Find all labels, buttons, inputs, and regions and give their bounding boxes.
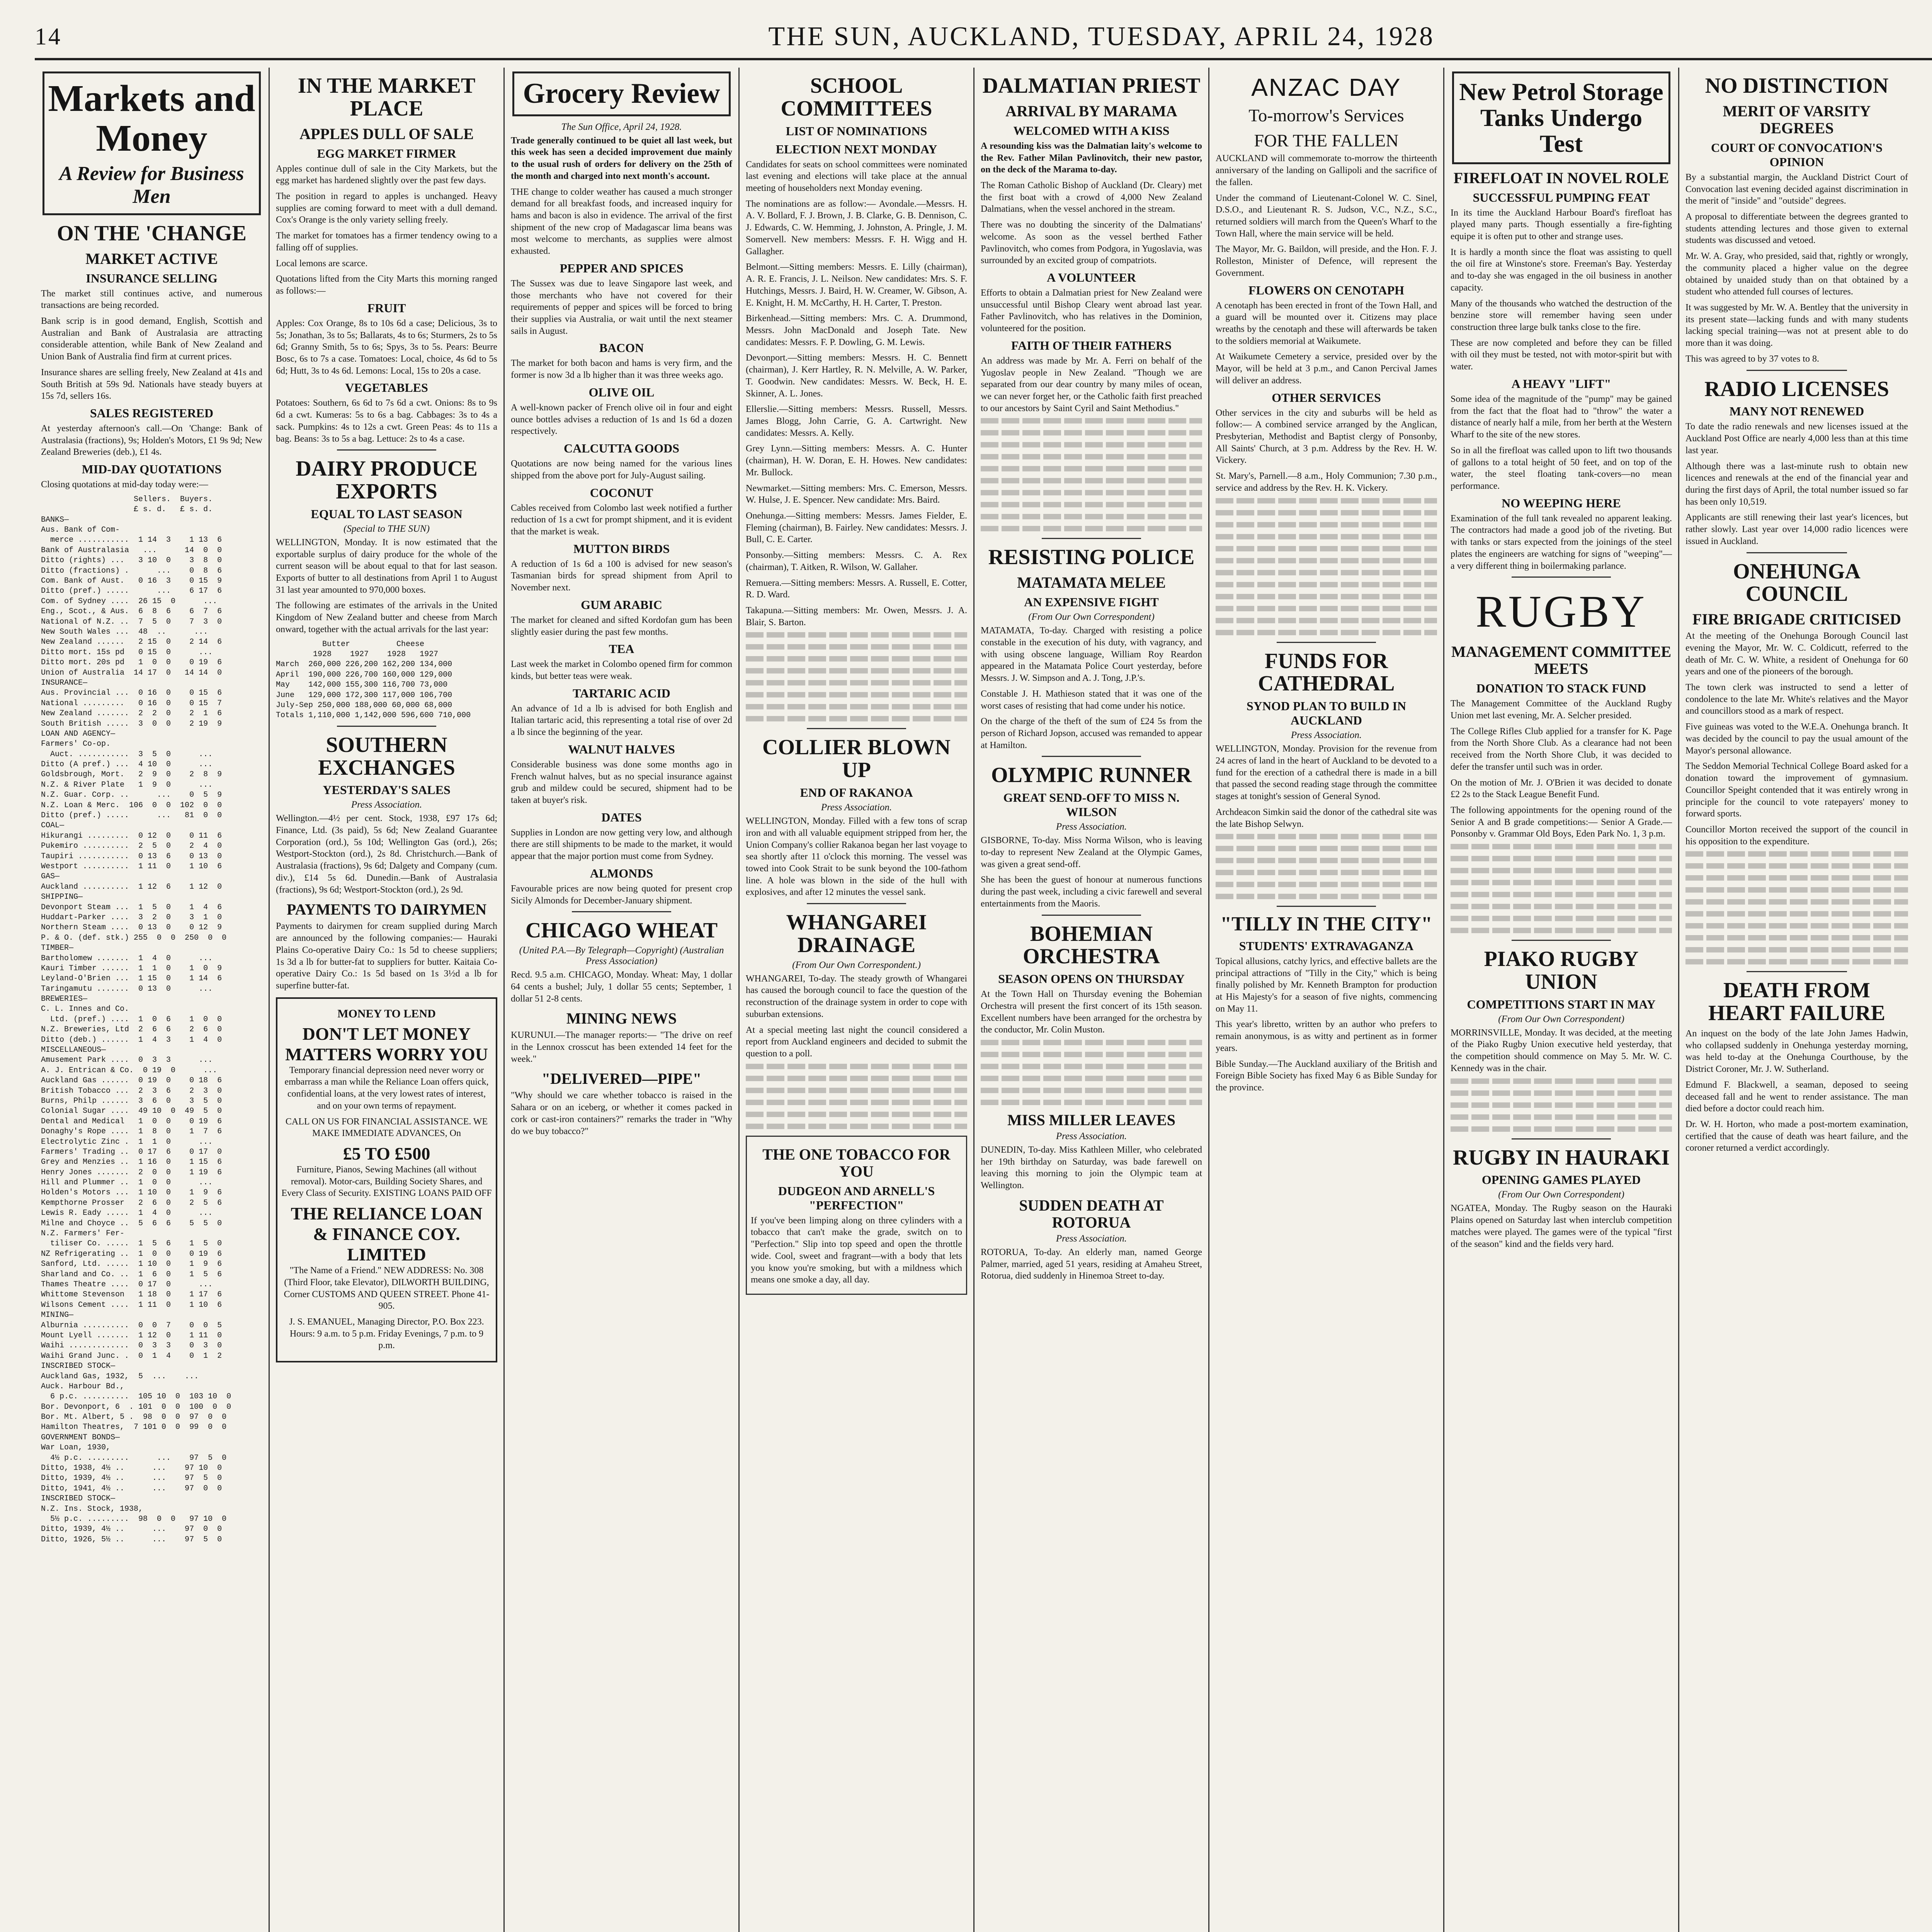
rugby-para-4: The following appointments for the opening round of the Senior A and B grade competitions:— Senior A Grade.—Ponsonby v. Grammar Old Boys, Eden Park No. 1, 3 p.m.: [1451, 805, 1672, 839]
payments-heading: PAYMENTS TO DAIRYMEN: [286, 901, 487, 918]
piako-byline: (From Our Own Correspondent): [1498, 1014, 1624, 1024]
ad-company: THE RELIANCE LOAN & FINANCE COY. LIMITED: [291, 1204, 483, 1265]
opening-games-heading: OPENING GAMES PLAYED: [1481, 1173, 1641, 1187]
perfection-heading: DUDGEON AND ARNELL'S "PERFECTION": [778, 1184, 935, 1212]
vegetables-heading: VEGETABLES: [345, 381, 428, 395]
ad-head: MONEY TO LEND: [337, 1007, 436, 1020]
collier-heading: COLLIER BLOWN UP: [762, 735, 951, 782]
whangarei-para-2: At a special meeting last night the council considered a report from Auckland engineers and decided to submit the question to a poll.: [746, 1025, 967, 1059]
dalmatian-para-4: An address was made by Mr. A. Ferri on behalf of the Yugoslav people in New Zealand. "Though we are separated from our dear country by many miles of ocean, we can never forget her, or the Catholic faith first preached to our ancestors by Saint Cyril and Saint Methodius.": [981, 355, 1202, 413]
vegetables-text: Potatoes: Southern, 6s 6d to 7s 6d a cwt. Onions: 8s to 9s 6d a cwt. Kumeras: 5s to 6s a bag. Cabbages: 3s to 4s a sack. Pumpkins: 4s to 12s a cwt. Green Peas: 4s to 11s a bag. Beans: 3s to 5s a bag. Lettuce: 2s to 4s a case.: [276, 398, 497, 444]
school-para-8: Newmarket.—Sitting members: Mrs. C. Emerson, Messrs. W. Hulse, J. E. Spencer. New candidate: Mrs. Baird.: [746, 483, 967, 505]
column-anzac: [1209, 68, 1444, 1932]
market-place-heading: IN THE MARKET PLACE: [298, 74, 476, 121]
market-para-3: Insurance shares are selling freely, New Zealand at 41s and South British at 59s 9d. Nationals have steady buyers at 15s 7d, sellers 16s.: [41, 367, 262, 401]
gum-arabic-heading: GUM ARABIC: [581, 597, 662, 612]
divider: [1042, 756, 1141, 757]
market-active-heading: MARKET ACTIVE: [85, 250, 218, 267]
text-filler: [1451, 1078, 1672, 1132]
no-weeping-heading: NO WEEPING HERE: [1502, 496, 1621, 510]
school-para-11: Remuera.—Sitting members: Messrs. A. Russell, E. Cotter, R. D. Ward.: [746, 578, 967, 600]
rugby-para-2: The College Rifles Club applied for a transfer for K. Page from the North Shore Club. As a clearance had not been received from the North Shore Club, it was decided to defer the transfer until such was in order.: [1451, 726, 1672, 772]
divider: [337, 726, 437, 727]
services-heading: To-morrow's Services: [1248, 105, 1404, 126]
marama-heading: ARRIVAL BY MARAMA: [1005, 102, 1177, 120]
calcutta-heading: CALCUTTA GOODS: [563, 441, 679, 456]
column-dalmatian: [975, 68, 1209, 1932]
text-filler: [1216, 834, 1437, 899]
masthead: [35, 15, 1932, 60]
chicago-byline: (United P.A.—By Telegraph—Copyright) (Australian Press Association): [519, 945, 724, 967]
grocery-para-10: An advance of 1d a lb is advised for both English and Italian tartaric acid, this representing a total rise of over 2d a lb since the beginning of the year.: [511, 703, 732, 738]
petrol-para-7: Examination of the full tank revealed no apparent leaking. The contractors had made a good job of the riveting. But with tanks or stars expected from the joinings of the steel plates the engineers are watching for signs of "weeping"—a very different thing in boilermaking parlance.: [1451, 513, 1672, 571]
nominations-heading: LIST OF NOMINATIONS: [786, 124, 927, 138]
olive-oil-heading: OLIVE OIL: [588, 385, 655, 399]
onehunga-para-2: The town clerk was instructed to send a letter of condolence to the late Mr. White's relatives and the Mayor and councillors stood as a mark of respect.: [1685, 682, 1908, 716]
miller-heading: MISS MILLER LEAVES: [1007, 1111, 1175, 1129]
faith-heading: FAITH OF THEIR FATHERS: [1011, 338, 1172, 352]
onehunga-heading: ONEHUNGA COUNCIL: [1733, 559, 1861, 606]
school-para-6: Ellerslie.—Sitting members: Messrs. Russell, Messrs. James Blogg, John Carrie, G. A. Cartwright. New candidates: Messrs. A. Kelly.: [746, 404, 967, 438]
petrol-para-3: Many of the thousands who watched the destruction of the benzine store will remember having seen under construction three large bulk tanks close to the fire.: [1451, 298, 1672, 333]
police-para-3: On the charge of the theft of the sum of £24 5s from the person of Richard Jopson, accused was remanded to appear at Hamilton.: [981, 716, 1202, 750]
grocery-banner: [512, 71, 731, 116]
text-filler: [746, 632, 967, 721]
ad-title: DON'T LET MONEY MATTERS WORRY YOU: [285, 1024, 488, 1064]
anzac-para-2: Under the command of Lieutenant-Colonel W. C. Sinel, D.S.O., and Lieutenant R. S. Judson, V.C., N.Z., S.C., returned soldiers will march from the Queen's Wharf to the Town Hall, where the main service will be held.: [1216, 193, 1437, 239]
heavy-lift-heading: A HEAVY "LIFT": [1511, 376, 1611, 391]
extravaganza-heading: STUDENTS' EXTRAVAGANZA: [1239, 939, 1414, 953]
firefloat-heading: FIREFLOAT IN NOVEL ROLE: [1453, 169, 1669, 187]
text-filler: [1216, 498, 1437, 635]
season-heading: SEASON OPENS ON THURSDAY: [998, 972, 1185, 986]
anzac-para-1: AUCKLAND will commemorate to-morrow the thirteenth anniversary of the landing on Gallipoli and the sacrifice of the fallen.: [1216, 153, 1437, 187]
grocery-para-9: Last week the market in Colombo opened firm for common kinds, but better teas were weak.: [511, 659, 732, 681]
divider: [1747, 552, 1847, 553]
dairy-subheading: EQUAL TO LAST SEASON: [311, 507, 463, 521]
matamata-heading: MATAMATA MELEE: [1017, 574, 1166, 592]
market-para-1: The market still continues active, and numerous transactions are being recorded.: [41, 288, 262, 311]
anzac-heading: ANZAC DAY: [1251, 73, 1401, 101]
rakanoa-heading: END OF RAKANOA: [800, 786, 913, 800]
fallen-heading: FOR THE FALLEN: [1254, 130, 1399, 150]
petrol-title: New Petrol Storage Tanks Undergo Test: [1459, 78, 1663, 158]
degrees-heading: MERIT OF VARSITY DEGREES: [1723, 102, 1871, 137]
wilson-heading: GREAT SEND-OFF TO MISS N. WILSON: [1003, 791, 1180, 819]
market-para-4: At yesterday afternoon's call.—On 'Change: Bank of Australasia (fractions), 9s; Holden's Motors, £1 9s 9d; New Zealand Breweries (deb.), £1 4s.: [41, 423, 262, 457]
cathedral-para-2: Archdeacon Simkin said the donor of the cathedral site was the late Bishop Selwyn.: [1216, 807, 1437, 829]
column-school: [740, 68, 975, 1932]
grocery-byline: The Sun Office, April 24, 1928.: [561, 121, 682, 132]
delivered-pipe-heading: "DELIVERED—PIPE": [541, 1070, 702, 1088]
bohemian-para: At the Town Hall on Thursday evening the Bohemian Orchestra will present the first concert of its 15th season. Excellent numbers have been arranged for the orchestra by the conductor, Mr. Colin Muston.: [981, 989, 1202, 1035]
grocery-para-2: The Sussex was due to leave Singapore last week, and those merchants who have not covered for their requirements of pepper and spices will be forced to bring their supplies via Australia, or wait until the next steamer sails in August.: [511, 278, 732, 336]
southern-exchanges-heading: SOUTHERN EXCHANGES: [318, 733, 455, 780]
anzac-para-7: St. Mary's, Parnell.—8 a.m., Holy Communion; 7.30 p.m., service and address by the Rev. H. K. Vickery.: [1216, 471, 1437, 493]
divider: [1512, 577, 1611, 578]
grocery-para-6: Cables received from Colombo last week notified a further reduction of 1s a cwt for prompt shipment, and it is evident that the market is weak.: [511, 503, 732, 537]
divider: [1042, 915, 1141, 916]
dalmatian-para-2: There was no doubting the sincerity of the Dalmatians' welcome. As soon as the vessel berthed Father Pavlinovitch, who comes from Podgora, in Yugoslavia, was surrounded by an excited group of compatriots.: [981, 220, 1202, 266]
coconut-heading: COCONUT: [590, 485, 653, 500]
market-para-5: Closing quotations at mid-day today were:—: [41, 480, 208, 490]
miller-byline: Press Association.: [1056, 1131, 1127, 1142]
distinction-para-5: This was agreed to by 37 votes to 8.: [1685, 354, 1819, 364]
divider: [1277, 642, 1376, 643]
egg-heading: EGG MARKET FIRMER: [317, 146, 456, 160]
grocery-para-1: THE change to colder weather has caused a much stronger demand for all breakfast foods, and increased inquiry for hams and bacon is also in evidence. The arrival of the first shipment of the new crop of Madagascar lima beans was most welcome to merchants, as supplies were almost exhausted.: [511, 187, 732, 257]
school-para-4: Birkenhead.—Sitting members: Mrs. C. A. Drummond, Messrs. John MacDonald and Joseph Tate. New candidates: Messrs. F. P. Dowling, G. M. Lewis.: [746, 313, 967, 347]
dairy-para-1: WELLINGTON, Monday. It is now estimated that the exportable surplus of dairy produce for the whole of the current season will be about equal to that for last season. Exports of butter to all destinations from April 1 to August 31 last year amounted to 970,000 boxes.: [276, 537, 497, 595]
page-number: 14: [35, 23, 62, 50]
onehunga-para-4: The Seddon Memorial Technical College Board asked for a donation toward the improvement of gymnasium. Councillor Speight contended that it was entirely wrong in principle for the council to vote ratepayers' money to forward sports.: [1685, 761, 1908, 819]
mining-news-heading: MINING NEWS: [566, 1010, 677, 1027]
fruit-heading: FRUIT: [367, 301, 406, 315]
heart-failure-heading: DEATH FROM HEART FAILURE: [1708, 978, 1886, 1026]
rotorua-heading: SUDDEN DEATH AT ROTORUA: [1019, 1196, 1164, 1231]
walnut-heading: WALNUT HALVES: [568, 742, 675, 756]
bacon-heading: BACON: [599, 341, 644, 355]
miller-para: DUNEDIN, To-day. Miss Kathleen Miller, who celebrated her 19th birthday on Saturday, was bade farewell on leaving this morning to join the Olympic team at Wellington.: [981, 1145, 1202, 1191]
quotations-table-head: Sellers. Buyers. £ s. d. £ s. d.: [134, 495, 213, 514]
cenotaph-heading: FLOWERS ON CENOTAPH: [1248, 283, 1404, 297]
management-heading: MANAGEMENT COMMITTEE MEETS: [1451, 643, 1672, 678]
petrol-banner: [1452, 71, 1670, 164]
tobacco-heading: THE ONE TOBACCO FOR YOU: [762, 1145, 951, 1180]
apples-heading: APPLES DULL OF SALE: [299, 125, 474, 143]
dairy-heading: DAIRY PRODUCE EXPORTS: [296, 457, 478, 504]
fire-brigade-heading: FIRE BRIGADE CRITICISED: [1692, 611, 1901, 628]
convocation-heading: COURT OF CONVOCATION'S OPINION: [1711, 140, 1883, 169]
rugby-para-1: The Management Committee of the Auckland Rugby Union met last evening, Mr. A. Selcher presided.: [1451, 699, 1672, 721]
radio-para-2: Although there was a last-minute rush to obtain new licences and renewals at the end of the financial year and during the first days of April, the total number issued so far has been only 10,519.: [1685, 461, 1908, 507]
cathedral-heading: FUNDS FOR CATHEDRAL: [1258, 649, 1395, 696]
distinction-heading: NO DISTINCTION: [1705, 74, 1889, 98]
school-heading: SCHOOL COMMITTEES: [781, 74, 932, 121]
radio-para-1: To date the radio renewals and new licenses issued at the Auckland Post Office are nearly 4,000 less than at this time last year.: [1685, 422, 1908, 456]
cathedral-byline: Press Association.: [1291, 730, 1362, 741]
school-para-1: Candidates for seats on school committees were nominated last evening and elections will take place at the annual meeting of householders next Monday evening.: [746, 159, 967, 194]
distinction-para-4: It was suggested by Mr. W. A. Bentley that the university in its present state—lacking funds and with many students lacking special training—was not at present able to do more than it was doing.: [1685, 302, 1908, 349]
grocery-para-4: A well-known packer of French olive oil in four and eight ounce bottles advises a reduction of 1s and 1s 6d a dozen respectively.: [511, 402, 732, 437]
stack-fund-heading: DONATION TO STACK FUND: [1476, 681, 1646, 696]
whangarei-heading: WHANGAREI DRAINAGE: [786, 910, 927, 957]
mining-para: KURUNUI.—The manager reports:— "The drive on reef in the Lennox crosscut has been extended 14 feet for the week.": [511, 1030, 732, 1064]
ad-para-2: CALL ON US FOR FINANCIAL ASSISTANCE. WE MAKE IMMEDIATE ADVANCES, On: [285, 1116, 488, 1139]
mutton-birds-heading: MUTTON BIRDS: [573, 541, 670, 556]
divider: [337, 449, 437, 451]
column-market-place: [270, 68, 505, 1932]
midday-heading: MID-DAY QUOTATIONS: [82, 462, 222, 476]
grocery-para-5: Quotations are now being named for the various lines shipped from the above port for July-August sailing.: [511, 459, 732, 481]
distinction-para-1: By a substantial margin, the Auckland District Court of Convocation last evening decided against discrimination in the merit of "inside" and "outside" degrees.: [1685, 172, 1908, 206]
divider: [572, 911, 672, 912]
synod-heading: SYNOD PLAN TO BUILD IN AUCKLAND: [1246, 699, 1406, 728]
market-place-para-4: Quotations lifted from the City Marts this morning ranged as follows:—: [276, 274, 497, 296]
bible-sunday-para: Bible Sunday.—The Auckland auxiliary of the British and Foreign Bible Society has fixed May 6 as Bible Sunday for the province.: [1216, 1059, 1437, 1093]
sales-registered-heading: SALES REGISTERED: [90, 406, 214, 420]
divider: [807, 903, 906, 904]
market-place-para-1: The position in regard to apples is unchanged. Heavy supplies are coming forward to meet with a dull demand. Cox's Orange is the only variety selling freely.: [276, 191, 497, 225]
grocery-para-8: The market for cleaned and sifted Kordofan gum has been slightly easier during the past few months.: [511, 615, 732, 637]
school-para-2: The nominations are as follow:— Avondale.—Messrs. H. A. V. Bollard, F. J. Brown, J. B. Clarke, G. B. Dennison, C. J. Edwards, C. W. Hemming, J. Johnston, A. Pringle, J. M. Somervell. New members: Messrs. F. H. Wigg and H. Gallagher.: [746, 199, 967, 257]
onehunga-para-3: Five guineas was voted to the W.E.A. Onehunga branch. It was decided by the council to pay the usual amount of the Mayor's personal allowance.: [1685, 722, 1908, 756]
dairy-byline: (Special to THE SUN): [344, 523, 430, 534]
hauraki-para: NGATEA, Monday. The Rugby season on the Hauraki Plains opened on Saturday last when interclub competition matches were played. The games were of the typical "first of the season" kind and the fields very hard.: [1451, 1203, 1672, 1249]
anzac-para-3: The Mayor, Mr. G. Baildon, will preside, and the Hon. F. J. Rolleston, Minister of Defence, will represent the Government.: [1216, 244, 1437, 278]
petrol-para-5: Some idea of the magnitude of the "pump" may be gained from the fact that the float had to "throw" the water a distance of nearly half a mile, from her berth at the Western Wharf to the site of the new stores.: [1451, 394, 1672, 440]
market-place-lead: Apples continue dull of sale in the City Markets, but the egg market has hardened slightly over the past few days.: [276, 163, 497, 186]
tobacco-para: If you've been limping along on three cylinders with a tobacco that can't make the grade, switch on to "Perfection." Slip into top speed and open the throttle wide. Cool, sweet and fragrant—with a body that lets you know you're smoking, but with a mildness which means one smoke a day, all day.: [751, 1215, 962, 1285]
hauraki-byline: (From Our Own Correspondent): [1498, 1189, 1624, 1200]
school-para-10: Ponsonby.—Sitting members: Messrs. C. A. Rex (chairman), T. Aitken, R. Wilson, W. Gallaher.: [746, 550, 967, 572]
reliance-loan-ad: [276, 997, 497, 1363]
piako-para: MORRINSVILLE, Monday. It was decided, at the meeting of the Piako Rugby Union executive held yesterday, that the competition should commence on May 5. Mr. W. C. Kennedy was in the chair.: [1451, 1027, 1672, 1073]
volunteer-heading: A VOLUNTEER: [1047, 270, 1136, 284]
rotorua-para: ROTORUA, To-day. An elderly man, named George Palmer, married, aged 51 years, residing at Amaheu Street, Rotorua, died suddenly in Hinemoa Street to-day.: [981, 1247, 1202, 1281]
text-filler: [746, 1064, 967, 1129]
divider: [1512, 1138, 1611, 1139]
petrol-para-6: So in all the firefloat was called upon to lift two thousands of gallons to a total height of 50 feet, and on top of the water, the steel floating tank-covers—no mean performance.: [1451, 445, 1672, 491]
anzac-para-6: Other services in the city and suburbs will be held as follow:— A combined service arranged by the Anglican, Presbyterian, Methodist and Baptist clergy of Ponsonby, All Saints' Church, at 3 p.m. Address by the Rev. H. W. Vickery.: [1216, 408, 1437, 466]
pipe-para: "Why should we care whether tobacco is raised in the Sahara or on an iceberg, or whether it comes packed in cork or cast-iron containers?" remarks the trader in "Why do we buy tobacco?": [511, 1090, 732, 1136]
market-place-para-3: Local lemons are scarce.: [276, 258, 368, 269]
school-para-9: Onehunga.—Sitting members: Messrs. James Fielder, E. Fleming (chairman), B. Fairley. New candidates: Messrs. J. Bull, C. E. Carter.: [746, 511, 967, 545]
grocery-title: Grocery Review: [523, 78, 720, 109]
rotorua-byline: Press Association.: [1056, 1233, 1127, 1244]
onehunga-para-5: Councillor Morton received the support of the council in his opposition to the expenditure.: [1685, 824, 1908, 847]
petrol-para-2: It is hardly a month since the float was assisting to quell the oil fire at Winstone's store. Freeman's Bay. Yesterday and to-day she was engaged in the oil business in another capacity.: [1451, 247, 1672, 293]
market-para-2: Bank scrip is in good demand, English, Scottish and Australian and Bank of Australasia are attracting considerable attention, while Bank of New Zealand and Union Bank of Australia find firm at current prices.: [41, 316, 262, 362]
divider: [807, 728, 906, 729]
tobacco-ad: [746, 1136, 967, 1295]
radio-heading: RADIO LICENSES: [1704, 377, 1889, 401]
text-filler: [981, 1040, 1202, 1105]
almonds-heading: ALMONDS: [590, 866, 653, 880]
grocery-lead: Trade generally continued to be quiet all last week, but this week has seen a decided improvement due mainly to the usual rush of orders for delivery on the 25th of the month and charged into next month's account.: [511, 135, 732, 181]
heart-para-3: Dr. W. H. Horton, who made a post-mortem examination, certified that the cause of death was heart failure, and the coroner returned a verdict accordingly.: [1685, 1119, 1908, 1153]
exchanges-para: Wellington.—4½ per cent. Stock, 1938, £97 17s 6d; Finance, Ltd. (3s paid), 5s 6d; New Zealand Guarantee Corporation (ord.), 5s 10d; Wellington Gas (ord.), 26s; Westport-Stockton (ord.), 2s 8d. Christchurch.—Bank of Australasia (fractions), 9s 6d; Dalgety and Company (cum. div.), £14 5s 6d. Dunedin.—Bank of Australasia (fractions), 9s 6d; Westport-Stockton (ord.), 2s 9d.: [276, 813, 497, 895]
olympic-byline: Press Association.: [1056, 821, 1127, 832]
chicago-wheat-heading: CHICAGO WHEAT: [525, 918, 718, 943]
petrol-para-4: These are now completed and before they can be filled with oil they must be tested, not with motor-spirit but with water.: [1451, 338, 1672, 372]
police-para-2: Constable J. H. Mathieson stated that it was one of the worst cases of resisting that had come under his notice.: [981, 689, 1202, 711]
tilly-para-2: This year's libretto, written by an author who prefers to remain anonymous, is as witty and pertinent as in former years.: [1216, 1019, 1437, 1053]
grocery-para-12: Supplies in London are now getting very low, and although there are still shipments to be made to the market, it would appear that the major portion must come from Sydney.: [511, 827, 732, 862]
ad-para-3: Furniture, Pianos, Sewing Machines (all without removal). Motor-cars, Building Society Shares, and Every Class of Security. EXISTING LOANS PAID OFF: [281, 1164, 492, 1199]
dalmatian-heading: DALMATIAN PRIEST: [982, 74, 1201, 98]
anzac-para-5: At Waikumete Cemetery a service, presided over by the Mayor, will be held at 3 p.m., and Canon Percival James will deliver an address.: [1216, 352, 1437, 386]
exchanges-byline: Press Association.: [351, 799, 422, 810]
not-renewed-heading: MANY NOT RENEWED: [1729, 404, 1864, 418]
dalmatian-lead: A resounding kiss was the Dalmatian laity's welcome to the Rev. Father Milan Pavlinovitch, their new pastor, on the deck of the Marama to-day.: [981, 141, 1202, 175]
school-para-12: Takapuna.—Sitting members: Mr. Owen, Messrs. J. A. Blair, S. Barton.: [746, 605, 967, 628]
police-para-1: MATAMATA, To-day. Charged with resisting a police constable in the execution of his duty, with vagrancy, and with using obscene language, William Roy Reardon appeared in the Matamata Police Court yesterday, before Messrs. J. W. Simpson and A. J. Tong, J.P.'s.: [981, 626, 1202, 684]
petrol-para-1: In its time the Auckland Harbour Board's firefloat has played many parts. Though essentially a fire-fighting equipe it is often put to other and strange uses.: [1451, 207, 1672, 242]
distinction-para-2: A proposal to differentiate between the degrees granted to students attending lectures and those given to external students was discussed and vetoed.: [1685, 211, 1908, 246]
column-petrol-rugby: [1444, 68, 1679, 1932]
rugby-heading: RUGBY: [1475, 586, 1647, 637]
piako-heading: PIAKO RUGBY UNION: [1484, 947, 1639, 994]
column-markets: [35, 68, 270, 1932]
heart-para-2: Edmund F. Blackwell, a seaman, deposed to seeing deceased fall and he went to render assistance. The man died before a doctor could reach him.: [1685, 1080, 1908, 1114]
kiss-heading: WELCOMED WITH A KISS: [1013, 123, 1170, 138]
insurance-heading: INSURANCE SELLING: [86, 271, 218, 285]
market-place-para-2: The market for tomatoes has a firmer tendency owing to a falling off of supplies.: [276, 231, 497, 253]
tilly-heading: "TILLY IN THE CITY": [1220, 913, 1432, 935]
dalmatian-para-3: Efforts to obtain a Dalmatian priest for New Zealand were unsuccessful until Bishop Cleary went abroad last year. Father Pavlinovitch, who has relatives in the Dominion, volunteered for the position.: [981, 287, 1202, 334]
heart-para-1: An inquest on the body of the late John James Hadwin, who collapsed suddenly in Onehunga yesterday morning, was held to-day at the Onehunga Courthouse, by the District Coroner, Mr. J. W. Sutherland.: [1685, 1028, 1908, 1075]
text-filler: [1685, 851, 1908, 964]
ad-para-1: Temporary financial depression need never worry or embarrass a man while the Reliance Loan offers quick, confidential loans, at the very lowest rates of interest, and on your own terms of repayment.: [284, 1065, 489, 1111]
bohemian-heading: BOHEMIAN ORCHESTRA: [1023, 922, 1160, 969]
grocery-para-7: A reduction of 1s 6d a 100 is advised for new season's Tasmanian birds for spread shipment from April to November next.: [511, 559, 732, 593]
tilly-para-1: Topical allusions, catchy lyrics, and effective ballets are the principal attractions of "Tilly in the City," which is being finally polished by Mr. Kenneth Brampton for production at His Majesty's for a season of five nights, commencing on May 11.: [1216, 956, 1437, 1014]
whangarei-para-1: WHANGAREI, To-day. The steady growth of Whangarei has caused the borough council to face the question of the reconstruction of the drainage system in order to cope with suburban extensions.: [746, 973, 967, 1019]
text-filler: [1451, 844, 1672, 933]
expensive-fight-heading: AN EXPENSIVE FIGHT: [1024, 595, 1159, 609]
dairy-para-2: The following are estimates of the arrivals in the United Kingdom of New Zealand butter and cheese from March onward, together with the actual arrivals for the last year:: [276, 600, 497, 634]
cathedral-para-1: WELLINGTON, Monday. Provision for the revenue from 24 acres of land in the heart of Auckland to be devoted to a fund for the erection of a cathedral there is made in a bill that passed the second reading stage through the committee stages at tonight's session of General Synod.: [1216, 744, 1437, 802]
tea-heading: TEA: [609, 642, 634, 656]
dalmatian-para-1: The Roman Catholic Bishop of Auckland (Dr. Cleary) met the first boat with a crowd of 4,000 New Zealand Dalmatians, when the vessel anchored in the stream.: [981, 180, 1202, 214]
whangarei-byline: (From Our Own Correspondent.): [792, 959, 921, 970]
anzac-para-4: A cenotaph has been erected in front of the Town Hall, and a guard will be mounted over it. Citizens may place wreaths by the cenotaph and these will afterwards be taken to the soldiers memorial at Waikumete.: [1216, 300, 1437, 346]
divider: [1512, 940, 1611, 941]
text-filler: [981, 418, 1202, 531]
competitions-heading: COMPETITIONS START IN MAY: [1467, 997, 1656, 1011]
radio-para-3: Applicants are still renewing their last year's licences, but rather slowly. Last year over 14,000 radio licences were issued in Auckland.: [1685, 512, 1908, 546]
dates-heading: DATES: [601, 810, 642, 824]
school-para-3: Belmont.—Sitting members: Messrs. E. Lilly (chairman), A. R. E. Francis, J. L. Neilson. New candidates: Mrs. S. F. Hutchings, Messrs. J. Baird, H. W. Creamer, W. Gibson, A. E. Knight, H. M. McCarthy, H. H. Carter, T. Preston.: [746, 262, 967, 308]
onehunga-para-1: At the meeting of the Onehunga Borough Council last evening the Mayor, Mr. W. C. Coldicutt, referred to the death of Mr. C. W. White, a resident of Onehunga for 60 years and one of the pioneers of the borough.: [1685, 631, 1908, 677]
collier-para: WELLINGTON, Monday. Filled with a few tons of scrap iron and with all valuable equipment stripped from her, the Union Company's collier Rakanoa began her last voyage to sea shortly after 11 o'clock this morning. The vessel was towed into Cook Strait to be sunk beyond the 100-fathom line. A hole was blown in the side of the hull with explosives, and after 12 minutes the vessel sank.: [746, 816, 967, 898]
divider: [1747, 370, 1847, 371]
olympic-para-2: She has been the guest of honour at numerous functions during the past week, including a civic farewell and several entertainments from the Maoris.: [981, 875, 1202, 909]
payments-para: Payments to dairymen for cream supplied during March are announced by the following companies:— Hauraki Plains Co-operative Dairy Co.: 1s 5d to cheese suppliers; 1s 3d a lb for butter-fat to suppliers for butter. Kaitaia Co-operative Dairy Co.: 1s 5d based on 1s 3½d a lb for superfine butter-fat.: [276, 921, 497, 991]
pepper-heading: PEPPER AND SPICES: [560, 261, 684, 275]
columns: [35, 68, 1932, 1932]
change-heading: ON THE 'CHANGE: [57, 221, 247, 245]
school-para-7: Grey Lynn.—Sitting members: Messrs. A. C. Hunter (chairman), H. W. Doran, E. H. Howes. New candidates: Mr. Bullock.: [746, 444, 967, 478]
ad-amount: £5 TO £500: [343, 1143, 430, 1163]
fruit-text: Apples: Cox Orange, 8s to 10s 6d a case; Delicious, 3s to 5s; Jonathan, 3s to 5s; Ballarats, 4s to 6s; Sturmers, 2s to 5s 6d; Granny Smith, 5s to 6s; Spys, 3s to 5s. Pears: Beurre Bosc, 6s to 7s a case. Tomatoes: Local, choice, 4s 6d to 5s 6d; Hutt, 3s to 4s 6d. Lemons: Local, 15s to 20s a case.: [276, 318, 497, 376]
markets-title: Markets and Money: [48, 78, 255, 159]
divider: [1747, 971, 1847, 972]
olympic-para-1: GISBORNE, To-day. Miss Norma Wilson, who is leaving to-day to represent New Zealand at the Olympic Games, was given a great send-off.: [981, 835, 1202, 869]
column-grocery: [505, 68, 740, 1932]
other-services-heading: OTHER SERVICES: [1272, 390, 1381, 405]
rugby-para-3: On the motion of Mr. J. O'Brien it was decided to donate £2 2s to the Stack League Benefit Fund.: [1451, 777, 1672, 800]
collier-byline: Press Association.: [821, 802, 892, 813]
election-heading: ELECTION NEXT MONDAY: [776, 142, 937, 156]
grocery-para-11: Considerable business was done some months ago in French walnut halves, but as no special insurance against grub and mildew could be secured, shipment had to be taken at buyer's risk.: [511, 759, 732, 805]
dairy-table: Butter Cheese 1928 1927 1928 1927 March 260,000 226,200 162,200 134,000 April 190,000 226,700 160,000 129,000 May 142,000 155,300 116,700 73,000 June 129,000 172,300 117,000 106,700 July-Sep 250,000 188,000 60,000 68,000 Totals 1,110,000 1,142,000 596,600 710,000: [276, 639, 471, 720]
pumping-heading: SUCCESSFUL PUMPING FEAT: [1473, 190, 1650, 204]
distinction-para-3: Mr. W. A. Gray, who presided, said that, rightly or wrongly, the community placed a higher value on the degree obtained by unaided study than on that obtained by a student who attended full courses of lectures.: [1685, 251, 1908, 297]
column-distinction: [1679, 68, 1914, 1932]
hauraki-heading: RUGBY IN HAURAKI: [1452, 1145, 1670, 1170]
ad-para-5: J. S. EMANUEL, Managing Director, P.O. Box 223. Hours: 9 a.m. to 5 p.m. Friday Evenings, 7 p.m. to 9 p.m.: [289, 1317, 484, 1351]
ad-para-4: "The Name of a Friend." NEW ADDRESS: No. 308 (Third Floor, take Elevator), DILWORTH BUILDING, Corner CUSTOMS AND QUEEN STREET. Phone 41-905.: [284, 1265, 490, 1311]
grocery-para-13: Favourable prices are now being quoted for present crop Sicily Almonds for December-January shipment.: [511, 883, 732, 906]
divider: [1042, 538, 1141, 539]
chicago-para: Recd. 9.5 a.m. CHICAGO, Monday. Wheat: May, 1 dollar 64 cents a bushel; July, 1 dollar 55 cents; September, 1 dollar 51 2-8 cents.: [511, 970, 732, 1004]
yesterdays-sales-heading: YESTERDAY'S SALES: [323, 783, 451, 797]
divider: [1277, 906, 1376, 907]
quotations-table: BANKS— Aus. Bank of Com- merce ........... 1 14 3 1 13 6 Bank of Australasia ... 14 0 0 Ditto (rights) ... 3 10 0 3 8 0 Ditto (fractions) . ... 0 8 6 Com. Bank of Aust. 0 16 3 0 15 9 Ditto (pref.) ..... ... 6 17 6 Com. of Sydney .... 26 15 0 ... Eng., Scot., & Aus. 6 8 6 6 7 6 National of N.Z. .. 7 5 0 7 3 0 New South Wales ... 48 .. ... New Zealand ...... 2 15 0 2 14 6 Ditto mort. 15s pd 0 15 0 ... Ditto mort. 20s pd 1 0 0 0 19 6 Union of Australia 14 17 0 14 14 0 INSURANCE— Aus. Provincial ... 0 16 0 0 15 6 National ......... 0 16 0 0 15 7 New Zealand ....... 2 2 0 2 1 6 South British ..... 3 0 0 2 19 9 LOAN AND AGENCY— Farmers' Co-op. Auct. ........... 3 5 0 ... Ditto (A pref.) ... 4 10 0 ... Goldsbrough, Mort. 2 9 0 2 8 9 N.Z. & River Plate 1 9 0 ... N.Z. Guar. Corp. .. ... 0 5 9 N.Z. Loan & Merc. 106 0 0 102 0 0 Ditto (pref.) ..... ... 81 0 0 COAL— Hikurangi ......... 0 12 0 0 11 6 Pukemiro .......... 2 5 0 2 4 0 Taupiri ........... 0 13 6 0 13 0 Westport .......... 1 11 0 1 10 6 GAS— Auckland .......... 1 12 6 1 12 0 SHIPPING— Devonport Steam ... 1 5 0 1 4 6 Huddart-Parker .... 3 2 0 3 1 0 Northern Steam .... 0 13 0 0 12 9 P. & O. (def. stk.) 255 0 0 250 0 0 TIMBER— Bartholomew ....... 1 4 0 ... Kauri Timber ...... 1 1 0 1 0 9 Leyland-O'Brien ... 1 15 0 1 14 6 Taringamutu ....... 0 13 0 ... BREWERIES— C. L. Innes and Co. Ltd. (pref.) .... 1 0 6 1 0 0 N.Z. Breweries, Ltd 2 6 6 2 6 0 Ditto (deb.) ...... 1 4 3 1 4 0 MISCELLANEOUS— Amusement Park .... 0 3 3 ... A. J. Entrican & Co. 0 19 0 ... Auckland Gas ...... 0 19 0 0 18 6 British Tobacco ... 2 3 6 2 3 0 Burns, Philp ...... 3 6 0 3 5 0 Colonial Sugar .... 49 10 0 49 5 0 Dental and Medical 1 0 0 0 19 6 Donaghy's Rope .... 1 8 0 1 7 6 Electrolytic Zinc . 1 1 0 ... Farmers' Trading .. 0 17 6 0 17 0 Grey and Menzies .. 1 16 0 1 15 6 Henry Jones ....... 2 0 0 1 19 6 Hill and Plummer .. 1 0 0 ... Holden's Motors ... 1 10 0 1 9 6 Kempthorne Prosser 2 6 0 2 5 6 Lewis R. Eady ..... 1 4 0 ... Milne and Choyce .. 5 6 6 5 5 0 N.Z. Farmers' Fer- tiliser Co. ..... 1 5 6 1 5 0 NZ Refrigerating .. 1 0 0 0 19 6 Sanford, Ltd. ..... 1 10 0 1 9 6 Sharland and Co. .. 1 6 0 1 5 6 Thames Theatre .... 0 17 0 ... Whittome Stevenson 1 18 0 1 17 6 Wilsons Cement .... 1 11 0 1 10 6 MINING— Alburnia .......... 0 0 7 0 0 5 Mount Lyell ....... 1 12 0 1 11 0 Waihi ............. 0 3 3 0 3 0 Waihi Grand Junc. . 0 1 4 0 1 2 INSCRIBED STOCK— Auckland Gas, 1932, 5 ... ... Auck. Harbour Bd., 6 p.c. .......... 105 10 0 103 10 0 Bor. Devonport, 6 . 101 0 0 100 0 0 Bor. Mt. Albert, 5 . 98 0 0 97 0 0 Hamilton Theatres, 7 101 0 0 99 0 0 GOVERNMENT BONDS— War Loan, 1930, 4½ p.c. ......... ... 97 5 0 Ditto, 1938, 4½ .. ... 97 10 0 Ditto, 1939, 4½ .. ... 97 5 0 Ditto, 1941, 4½ .. ... 97 0 0 INSCRIBED STOCK— N.Z. Ins. Stock, 1938, 5½ p.c. ......... 98 0 0 97 10 0 Ditto, 1939, 4½ .. ... 97 0 0 Ditto, 1926, 5½ .. ... 97 5 0: [41, 515, 231, 1544]
markets-banner: [43, 71, 261, 215]
grocery-para-3: The market for both bacon and hams is very firm, and the former is now 3d a lb higher than it was three weeks ago.: [511, 358, 732, 381]
tartaric-heading: TARTARIC ACID: [573, 686, 670, 700]
paper-title: THE SUN, AUCKLAND, TUESDAY, APRIL 24, 1928: [768, 22, 1435, 51]
resisting-police-heading: RESISTING POLICE: [988, 545, 1195, 570]
markets-subtitle: A Review for Business Men: [59, 162, 244, 207]
school-para-5: Devonport.—Sitting members: Messrs. H. C. Bennett (chairman), J. Kerr Hartley, R. N. Melville, A. W. Parker, T. Goodwin. New candidates: Messrs. W. Beck, H. E. Skinner, A. L. Jones.: [746, 353, 967, 399]
olympic-heading: OLYMPIC RUNNER: [991, 763, 1192, 787]
police-byline: (From Our Own Correspondent): [1028, 612, 1155, 622]
